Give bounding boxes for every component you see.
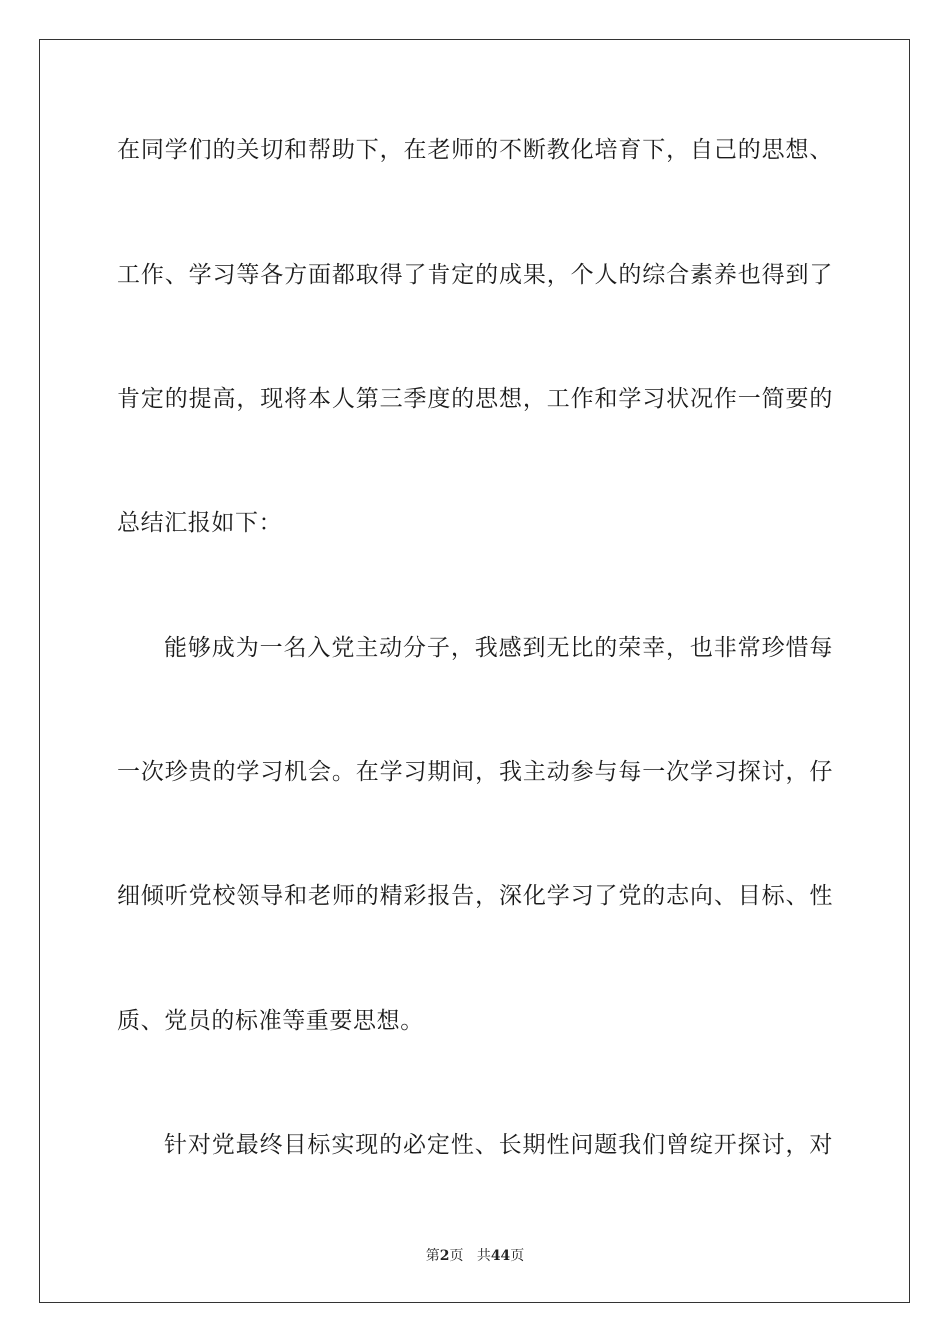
total-pages: 44 <box>490 1248 511 1264</box>
paragraph-first-line: 针对党最终目标实现的必定性、长期性问题我们曾绽开探讨，对 <box>164 1132 833 1158</box>
page-prefix: 第 <box>425 1248 440 1264</box>
body-text-line: 一次珍贵的学习机会。在学习期间，我主动参与每一次学习探讨，仔 <box>117 759 833 785</box>
body-text-line: 总结汇报如下： <box>117 510 283 536</box>
total-suffix: 页 <box>510 1248 525 1264</box>
total-prefix: 共 <box>476 1248 491 1264</box>
page-border <box>39 39 910 1303</box>
body-text-line: 在同学们的关切和帮助下，在老师的不断教化培育下，自己的思想、 <box>117 137 833 163</box>
body-text-line: 工作、学习等各方面都取得了肯定的成果，个人的综合素养也得到了 <box>117 262 833 288</box>
page-footer <box>0 1247 950 1265</box>
page-suffix: 页 <box>449 1248 464 1264</box>
body-text-line: 细倾听党校领导和老师的精彩报告，深化学习了党的志向、目标、性 <box>117 883 833 909</box>
paragraph-first-line: 能够成为一名入党主动分子，我感到无比的荣幸，也非常珍惜每 <box>164 635 833 661</box>
body-text-line: 质、党员的标准等重要思想。 <box>117 1008 424 1034</box>
page-number: 2 <box>439 1248 450 1264</box>
body-text-line: 肯定的提高，现将本人第三季度的思想，工作和学习状况作一简要的 <box>117 386 833 412</box>
